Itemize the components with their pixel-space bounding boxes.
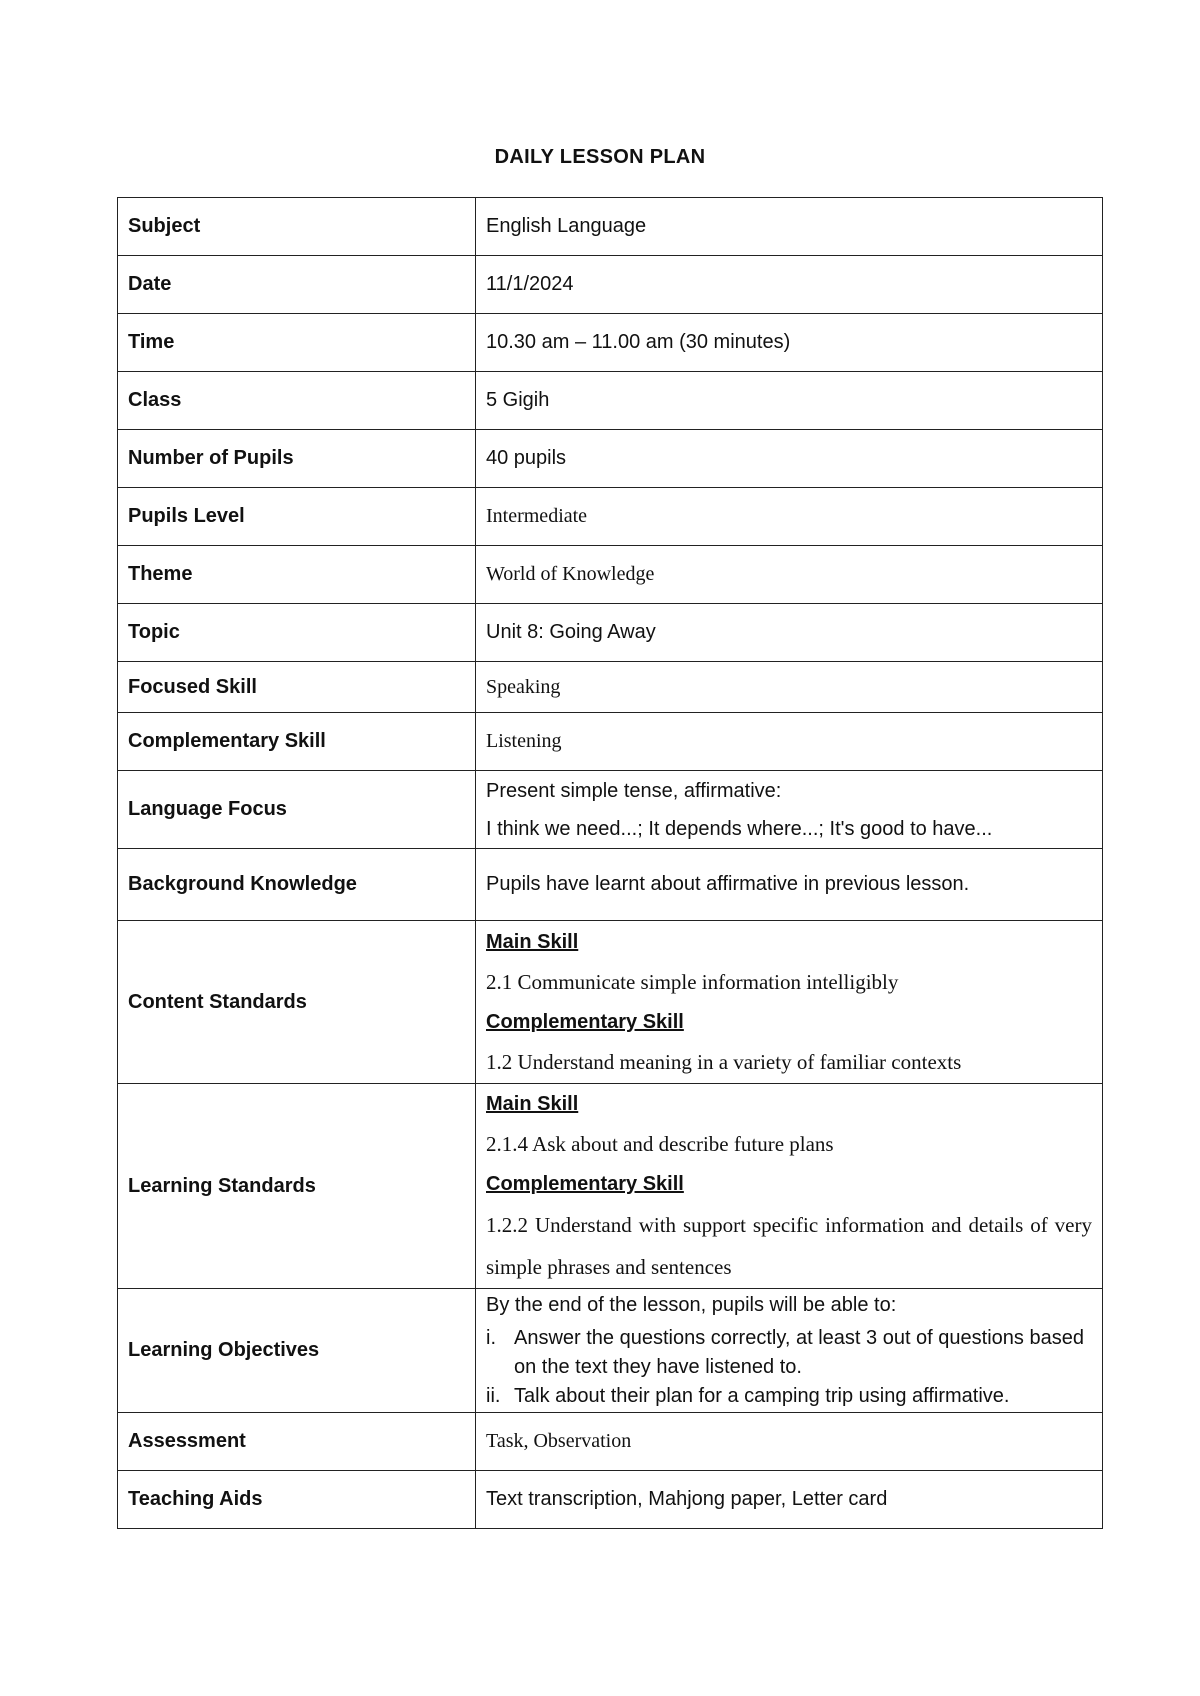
complementary-skill-value: Listening: [476, 713, 1103, 771]
table-row: [118, 849, 1103, 921]
date-value: 11/1/2024: [476, 256, 1103, 314]
learning-standards-value: [476, 1084, 1103, 1289]
table-row: [118, 604, 1103, 662]
table-row: [118, 198, 1103, 256]
list-item: [486, 1324, 1092, 1382]
learning-complementary-skill-text: 1.2.2 Understand with support specific information and details of very simple phrases and sentences: [486, 1213, 1092, 1279]
theme-value: World of Knowledge: [476, 546, 1103, 604]
language-focus-line1: Present simple tense, affirmative:: [486, 779, 782, 802]
time-value: 10.30 am – 11.00 am (30 minutes): [476, 314, 1103, 372]
table-row: [118, 921, 1103, 1084]
list-item-text: Talk about their plan for a camping trip using affirmative.: [514, 1384, 1010, 1407]
content-main-skill-heading: Main Skill: [486, 931, 579, 953]
topic-value: Unit 8: Going Away: [476, 604, 1103, 662]
subject-value: English Language: [476, 198, 1103, 256]
table-row: [118, 1413, 1103, 1471]
lesson-plan-table: [117, 197, 1103, 1529]
table-row: [118, 1084, 1103, 1289]
list-item: [486, 1382, 1092, 1411]
date-label: Date: [118, 256, 476, 314]
table-row: [118, 256, 1103, 314]
pupils-level-value: Intermediate: [476, 488, 1103, 546]
focused-skill-label: Focused Skill: [118, 662, 476, 713]
language-focus-line2: I think we need...; It depends where...; It's good to have...: [486, 817, 993, 840]
background-knowledge-label: Background Knowledge: [118, 849, 476, 921]
table-row: [118, 713, 1103, 771]
page-title: DAILY LESSON PLAN: [494, 146, 706, 168]
learning-standards-label: Learning Standards: [118, 1084, 476, 1289]
content-main-skill-text: 2.1 Communicate simple information intelligibly: [486, 970, 899, 994]
teaching-aids-value: Text transcription, Mahjong paper, Letter card: [476, 1471, 1103, 1529]
subject-label: Subject: [118, 198, 476, 256]
table-row: [118, 1471, 1103, 1529]
table-row: [118, 488, 1103, 546]
content-standards-value: [476, 921, 1103, 1084]
table-row: [118, 771, 1103, 849]
learning-complementary-skill-heading: Complementary Skill: [486, 1173, 684, 1195]
list-item-text: Answer the questions correctly, at least 3 out of questions based on the text they have listened to.: [514, 1326, 1084, 1378]
table-row: [118, 662, 1103, 713]
background-knowledge-value: Pupils have learnt about affirmative in previous lesson.: [476, 849, 1103, 921]
table-row: [118, 546, 1103, 604]
list-item-number: i.: [486, 1326, 496, 1349]
class-value: 5 Gigih: [476, 372, 1103, 430]
table-row: [118, 1289, 1103, 1413]
content-standards-label: Content Standards: [118, 921, 476, 1084]
learning-objectives-label: Learning Objectives: [118, 1289, 476, 1413]
content-complementary-skill-text: 1.2 Understand meaning in a variety of familiar contexts: [486, 1050, 962, 1074]
teaching-aids-label: Teaching Aids: [118, 1471, 476, 1529]
complementary-skill-label: Complementary Skill: [118, 713, 476, 771]
assessment-label: Assessment: [118, 1413, 476, 1471]
topic-label: Topic: [118, 604, 476, 662]
table-row: [118, 430, 1103, 488]
table-row: [118, 372, 1103, 430]
content-complementary-skill-heading: Complementary Skill: [486, 1011, 684, 1033]
time-label: Time: [118, 314, 476, 372]
class-label: Class: [118, 372, 476, 430]
theme-label: Theme: [118, 546, 476, 604]
focused-skill-value: Speaking: [476, 662, 1103, 713]
learning-objectives-value: [476, 1289, 1103, 1413]
list-item-number: ii.: [486, 1384, 501, 1407]
assessment-value: Task, Observation: [476, 1413, 1103, 1471]
number-of-pupils-value: 40 pupils: [476, 430, 1103, 488]
learning-objectives-list: [486, 1324, 1092, 1411]
pupils-level-label: Pupils Level: [118, 488, 476, 546]
learning-main-skill-heading: Main Skill: [486, 1093, 579, 1115]
learning-objectives-intro: By the end of the lesson, pupils will be able to:: [486, 1293, 897, 1316]
number-of-pupils-label: Number of Pupils: [118, 430, 476, 488]
language-focus-value: [476, 771, 1103, 849]
language-focus-label: Language Focus: [118, 771, 476, 849]
learning-main-skill-text: 2.1.4 Ask about and describe future plans: [486, 1132, 834, 1156]
table-row: [118, 314, 1103, 372]
